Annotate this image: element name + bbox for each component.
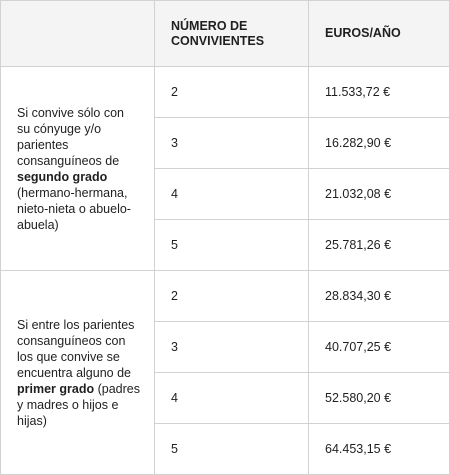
desc-bold-text: primer grado bbox=[17, 381, 95, 396]
header-convivientes-line1: NÚMERO DE bbox=[171, 18, 248, 33]
convivientes-cell: 3 bbox=[155, 322, 309, 373]
convivientes-cell: 2 bbox=[155, 67, 309, 118]
desc-text-end: (padres y madres o hijos e hijas) bbox=[17, 381, 140, 428]
convivientes-cell: 2 bbox=[155, 271, 309, 322]
header-euros: EUROS/AÑO bbox=[309, 1, 450, 67]
header-convivientes-line2: CONVIVIENTES bbox=[171, 33, 265, 48]
convivientes-cell: 4 bbox=[155, 373, 309, 424]
euros-cell: 28.834,30 € bbox=[309, 271, 450, 322]
table-header-row bbox=[1, 1, 450, 67]
euros-cell: 64.453,15 € bbox=[309, 424, 450, 475]
desc-text: Si entre los parientes consanguíneos con los que convive se encuentra alguno de bbox=[17, 317, 135, 380]
group-description bbox=[1, 271, 155, 475]
desc-text-end: (hermano-hermana, nieto-nieta o abuelo-abuela) bbox=[17, 185, 131, 232]
convivientes-cell: 5 bbox=[155, 220, 309, 271]
convivientes-cell: 3 bbox=[155, 118, 309, 169]
euros-cell: 11.533,72 € bbox=[309, 67, 450, 118]
desc-bold-text: segundo grado bbox=[17, 169, 108, 184]
euros-cell: 52.580,20 € bbox=[309, 373, 450, 424]
euros-cell: 40.707,25 € bbox=[309, 322, 450, 373]
table-row bbox=[1, 271, 450, 322]
header-empty-cell bbox=[1, 1, 155, 67]
header-convivientes bbox=[155, 1, 309, 67]
euros-cell: 16.282,90 € bbox=[309, 118, 450, 169]
table-row bbox=[1, 67, 450, 118]
group-description bbox=[1, 67, 155, 271]
convivientes-cell: 4 bbox=[155, 169, 309, 220]
euros-cell: 25.781,26 € bbox=[309, 220, 450, 271]
euros-cell: 21.032,08 € bbox=[309, 169, 450, 220]
desc-text: Si convive sólo con su cónyuge y/o parientes consanguíneos de bbox=[17, 105, 125, 168]
convivientes-cell: 5 bbox=[155, 424, 309, 475]
